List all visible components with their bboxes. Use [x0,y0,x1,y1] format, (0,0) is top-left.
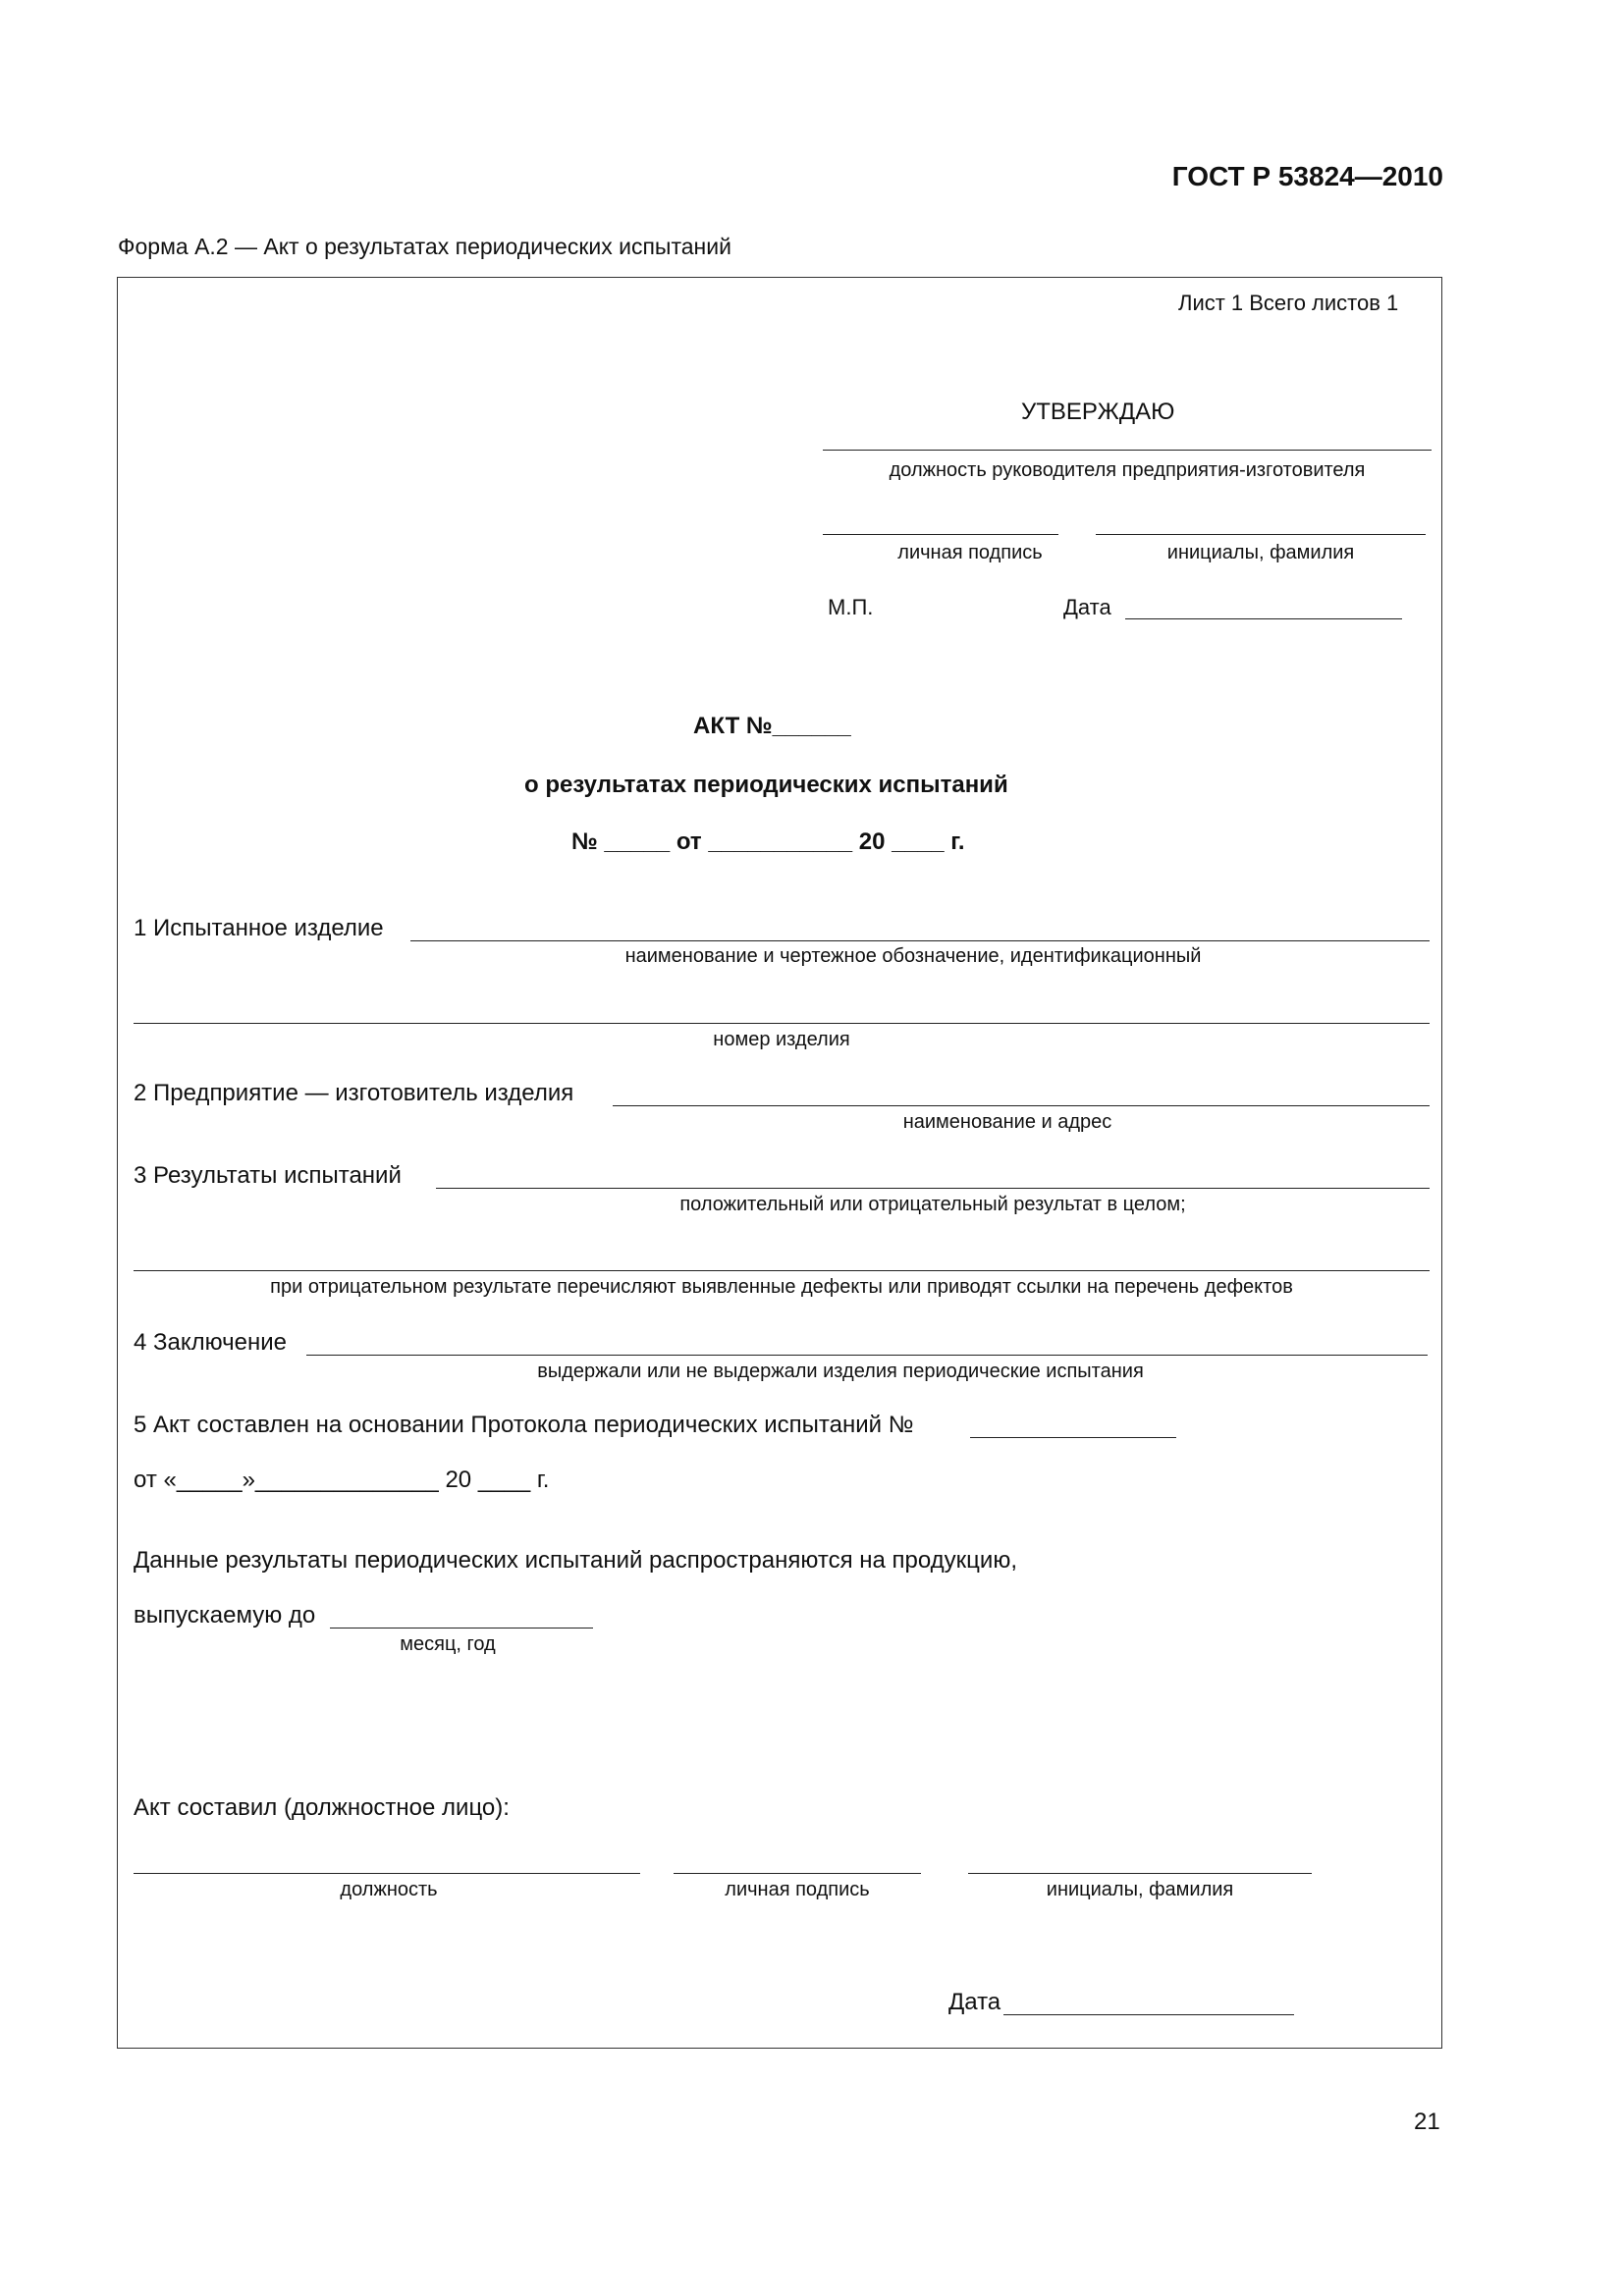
approver-signature-line[interactable] [823,534,1058,535]
item3-line2[interactable] [134,1270,1430,1271]
act-title: АКТ №______ [693,713,851,739]
approver-position-caption: должность руководителя предприятия-изготовителя [889,459,1366,481]
item4-label: 4 Заключение [134,1329,287,1356]
standard-designation: ГОСТ Р 53824—2010 [1171,161,1443,191]
compiler-position-line[interactable] [134,1873,640,1874]
compiled-date-line[interactable] [1003,2014,1294,2015]
compiler-position-caption: должность [340,1879,438,1900]
approver-name-line[interactable] [1096,534,1426,535]
compiler-signature-caption: личная подпись [725,1879,870,1900]
act-number-line: № _____ от ___________ 20 ____ г. [571,828,965,855]
item4-line[interactable] [306,1355,1428,1356]
item5-label: 5 Акт составлен на основании Протокола периодических испытаний № [134,1412,914,1438]
item3-caption2: при отрицательном результате перечисляют выявленные дефекты или приводят ссылки на перечень дефектов [270,1276,1293,1298]
extension-text: Данные результаты периодических испытаний распространяются на продукцию, [134,1547,1017,1574]
protocol-date-line: от «_____»______________ 20 ____ г. [134,1467,550,1493]
item1-line[interactable] [410,940,1430,941]
item1-label: 1 Испытанное изделие [134,915,384,941]
compiler-name-caption: инициалы, фамилия [1046,1879,1234,1900]
approval-date-label: Дата [1063,595,1111,619]
item1-caption2: номер изделия [713,1029,850,1050]
item2-caption: наименование и адрес [902,1111,1112,1133]
protocol-number-line[interactable] [970,1437,1176,1438]
approver-position-line[interactable] [823,450,1432,451]
approval-date-line[interactable] [1125,618,1402,619]
item4-caption: выдержали или не выдержали изделия периодические испытания [537,1361,1144,1382]
until-line[interactable] [330,1628,593,1629]
until-label: выпускаемую до [134,1602,316,1629]
item1-line2[interactable] [134,1023,1430,1024]
page-number: 21 [1414,2109,1440,2135]
approver-name-caption: инициалы, фамилия [1166,542,1355,563]
item3-label: 3 Результаты испытаний [134,1162,402,1189]
until-caption: месяц, год [400,1633,496,1655]
item1-caption: наименование и чертежное обозначение, идентификационный [624,945,1202,967]
item2-line[interactable] [613,1105,1430,1106]
item3-line[interactable] [436,1188,1430,1189]
compiler-signature-line[interactable] [674,1873,921,1874]
item3-caption: положительный или отрицательный результат в целом; [679,1194,1186,1215]
stamp-label: М.П. [828,595,874,619]
approval-title: УТВЕРЖДАЮ [1021,399,1175,425]
form-title: Форма А.2 — Акт о результатах периодических испытаний [118,234,731,259]
approver-signature-caption: личная подпись [897,542,1043,563]
compiled-by-label: Акт составил (должностное лицо): [134,1794,510,1821]
item2-label: 2 Предприятие — изготовитель изделия [134,1080,574,1106]
sheet-info: Лист 1 Всего листов 1 [1178,291,1399,315]
compiler-name-line[interactable] [968,1873,1312,1874]
compiled-date-label: Дата [948,1989,1001,2015]
act-subtitle: о результатах периодических испытаний [524,772,1008,798]
